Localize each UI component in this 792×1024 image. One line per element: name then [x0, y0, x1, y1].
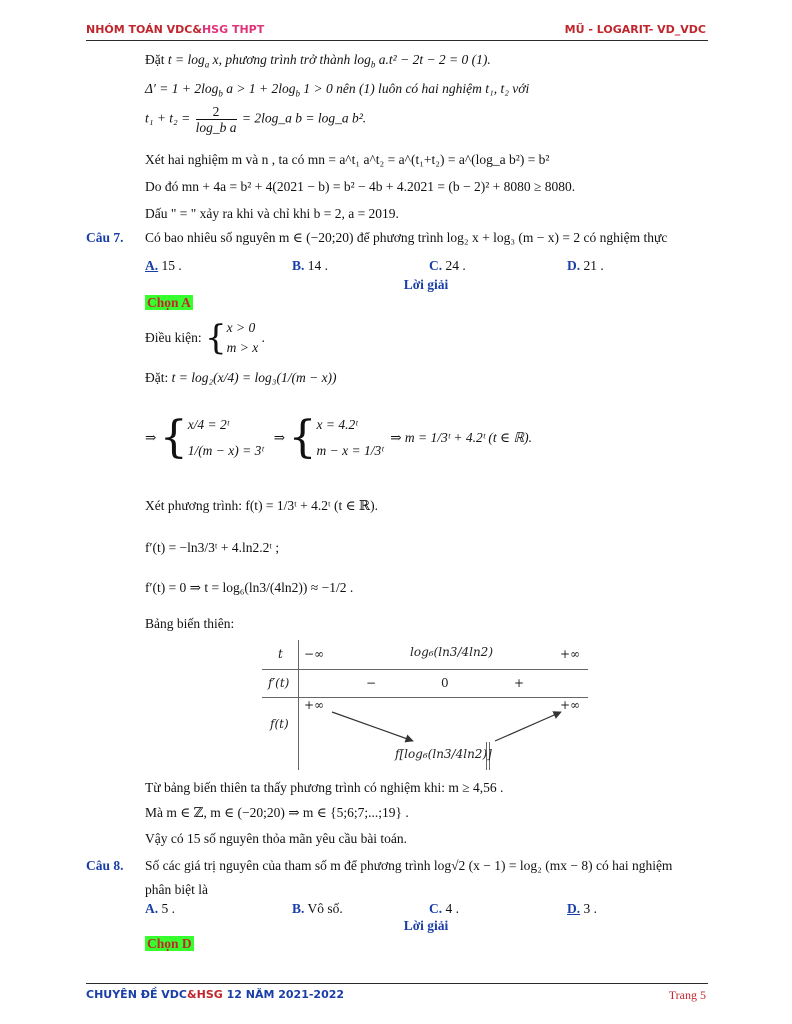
q8-option-b[interactable]: B. Vô số. [292, 901, 343, 916]
page-number: Trang 5 [668, 988, 706, 1002]
prev-line-2: $\Delta' = 1 + 2\log_b$ $a > 1 + 2\log_b$ 1 > 0 nên (1) luôn có hai nghiệm t₁, t₂ với [145, 81, 530, 99]
q7-option-a[interactable]: A. 15 . [145, 258, 182, 273]
q7-bbt-label: Bảng biến thiên: [145, 616, 235, 631]
q7-text: Có bao nhiêu số nguyên m ∈ (−20;20) để phương trình log₂ x + log₃ (m − x) = 2 có nghiệm thực [145, 230, 668, 245]
q7-solution-title: Lời giải [403, 277, 449, 292]
q7-system: ⇒ {x/4 = 2ᵗ 1/(m − x) = 3ᵗ ⇒ {x = 4.2ᵗ m − x = 1/3ᵗ ⇒ m = 1/3ᵗ + 4.2ᵗ (t ∈ ℝ). [145, 412, 532, 463]
q7-option-d[interactable]: D. 21 . [567, 258, 604, 273]
header-left-a: NHÓM TOÁN VDC [86, 23, 193, 36]
prev-line-1: Đặt $t = \log_a x$, phương trình trở thành $\log_b a.t^2 - 2t - 2 = 0$ (1). [145, 52, 491, 70]
q7-derivative: f′(t) = −ln3/3ᵗ + 4.ln2.2ᵗ ; [145, 540, 280, 555]
prev-line-6: Dấu " = " xảy ra khi và chỉ khi b = 2, a = 2019. [145, 206, 399, 221]
footer-rule [86, 983, 708, 984]
header-ampersand: & [192, 23, 202, 36]
prev-line-5: Do đó mn + 4a = b² + 4(2021 − b) = b² − 4b + 4.2021 = (b − 2)² + 8080 ≥ 8080. [145, 179, 576, 194]
q7-option-b[interactable]: B. 14 . [292, 258, 329, 273]
q7-label: Câu 7. [86, 230, 124, 245]
q7-conclusion-3: Vậy có 15 số nguyên thỏa mãn yêu cầu bài toán. [145, 831, 408, 846]
prev-line-4: Xét hai nghiệm m và n , ta có mn = a^t₁ a^t₂ = a^(t₁+t₂) = a^(log_a b²) = b² [145, 152, 550, 167]
q8-option-a[interactable]: A. 5 . [145, 901, 175, 916]
q8-label: Câu 8. [86, 858, 124, 873]
q7-conclusion-2: Mà m ∈ ℤ, m ∈ (−20;20) ⇒ m ∈ {5;6;7;...;19} . [145, 805, 409, 820]
q7-option-c[interactable]: C. 24 . [429, 258, 466, 273]
header-right: MŨ - LOGARIT- VD_VDC [564, 23, 706, 36]
q7-chosen: Chọn A [147, 295, 191, 310]
q8-option-c[interactable]: C. 4 . [429, 901, 459, 916]
q8-option-d[interactable]: D. 3 . [567, 901, 597, 916]
q8-chosen: Chọn D [147, 936, 192, 951]
header-left-c: HSG THPT [201, 23, 265, 36]
q7-function: Xét phương trình: f(t) = 1/3ᵗ + 4.2ᵗ (t ∈ ℝ). [145, 498, 379, 513]
q7-derivative-zero: f′(t) = 0 ⇒ t = log₆(ln3/(4ln2)) ≈ −1/2 . [145, 580, 354, 595]
q8-text-1: Số các giá trị nguyên của tham số m để phương trình log√2 (x − 1) = log₂ (mx − 8) có hai nghiệm [145, 858, 673, 873]
q8-solution-title: Lời giải [403, 918, 449, 933]
prev-line-3: t₁ + t₂ = $\frac{2}{\text{log\_b a}}$ = 2log_a b = log_a b². [145, 104, 367, 135]
q7-conclusion-1: Từ bảng biến thiên ta thấy phương trình có nghiệm khi: m ≥ 4,56 . [145, 780, 504, 795]
q7-substitution: Đặt: t = log₂(x/4) = log₃(1/(m − x)) [145, 370, 337, 385]
footer-left: CHUYÊN ĐỀ VDC&HSG 12 NĂM 2021-2022 [86, 988, 345, 1001]
q8-text-2: phân biệt là [145, 882, 208, 897]
q7-conditions: Điều kiện: {x > 0 m > x . [145, 318, 265, 358]
